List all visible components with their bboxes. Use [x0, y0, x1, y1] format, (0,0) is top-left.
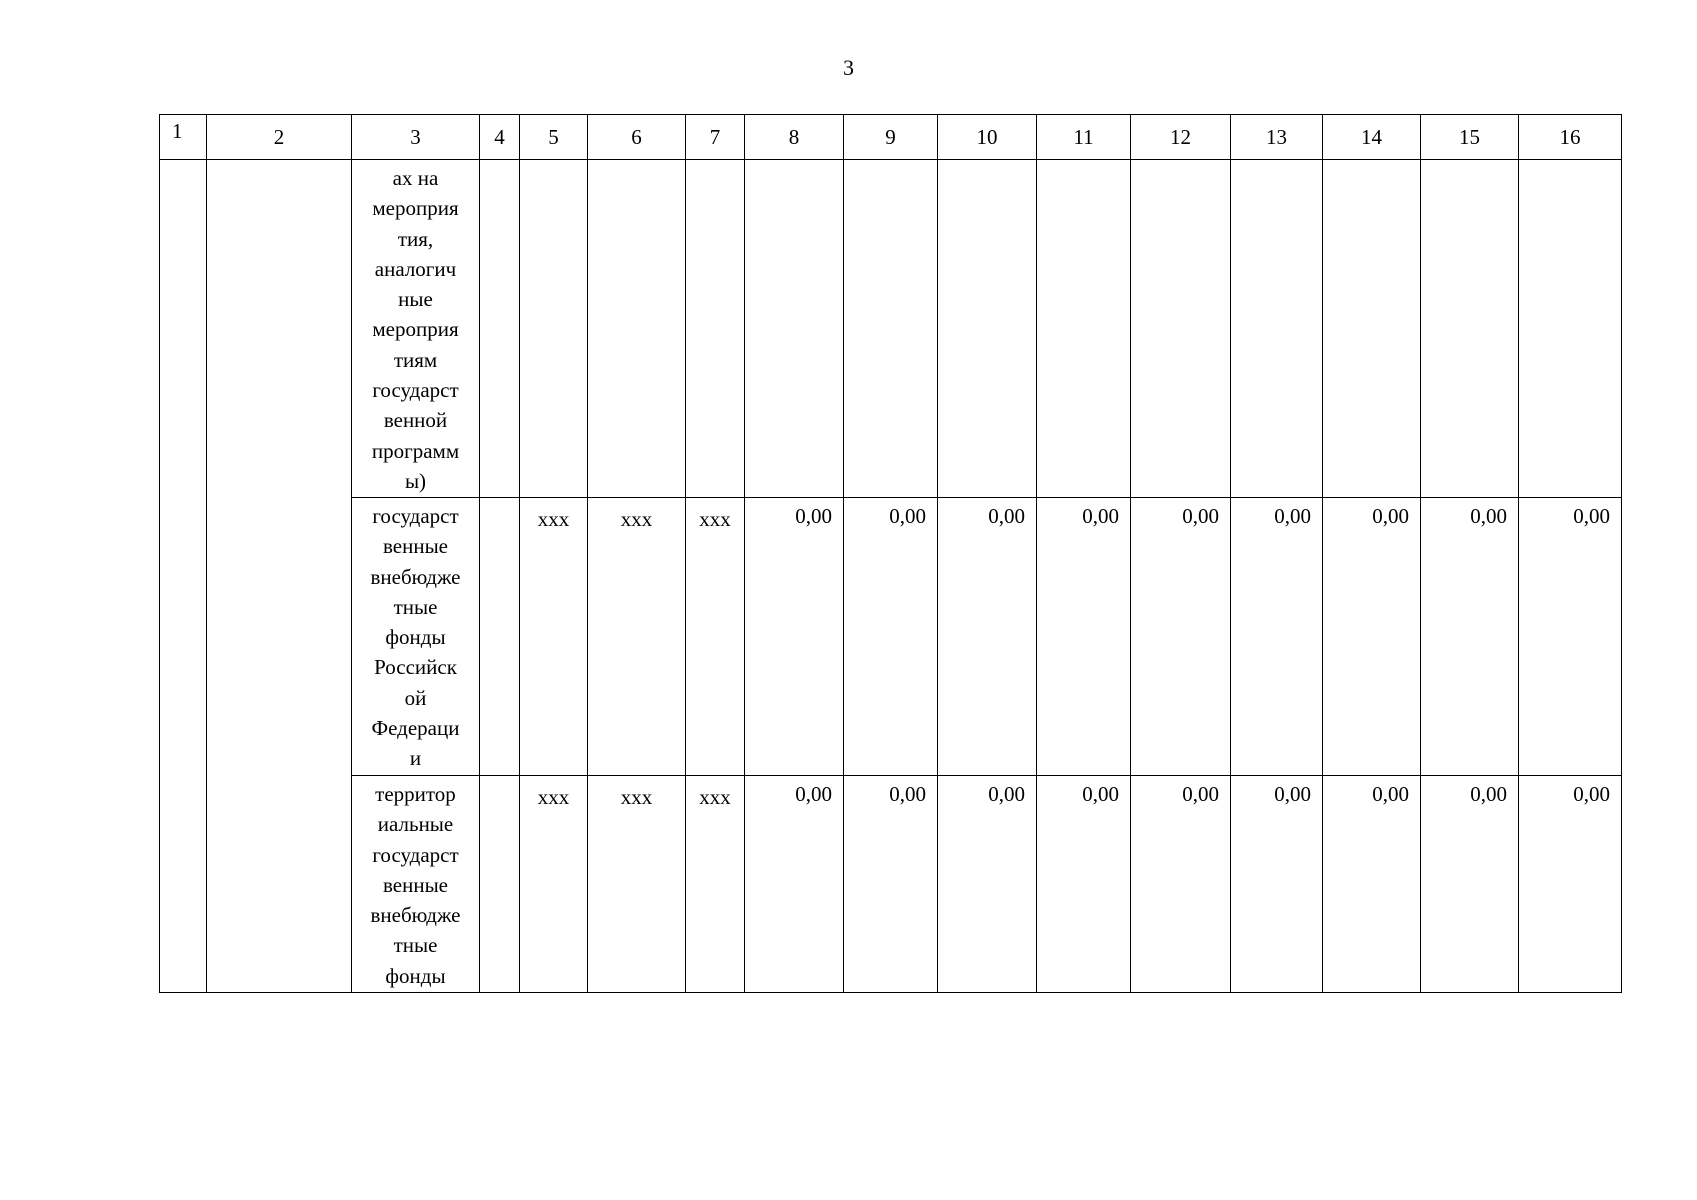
value-cell: 0,00 — [938, 776, 1037, 993]
header-cell: 13 — [1231, 115, 1323, 160]
value-cell: 0,00 — [1231, 776, 1323, 993]
table-row — [160, 776, 1622, 993]
description-line: фонды — [385, 963, 446, 988]
description-line: государст — [372, 504, 459, 528]
description-line: Федераци — [371, 716, 460, 741]
header-cell: 8 — [745, 115, 844, 160]
value-cell — [1323, 160, 1421, 498]
header-cell: 9 — [844, 115, 938, 160]
header-cell: 4 — [480, 115, 520, 160]
description-line: ы) — [404, 468, 427, 493]
value-cell: 0,00 — [938, 498, 1037, 776]
header-cell: 12 — [1131, 115, 1231, 160]
description-line: государст — [372, 378, 459, 403]
description-line: иальные — [377, 812, 454, 837]
description-line: территор — [375, 782, 456, 806]
description-line: венной — [383, 408, 448, 433]
value-cell: 0,00 — [1421, 776, 1519, 993]
header-cell: 16 — [1519, 115, 1622, 160]
value-cell: 0,00 — [1131, 498, 1231, 776]
description-line: мероприя — [372, 317, 459, 342]
value-cell: 0,00 — [1519, 498, 1622, 776]
header-cell: 3 — [352, 115, 480, 160]
description-line: ой — [404, 685, 427, 710]
value-cell — [1421, 160, 1519, 498]
description-line: внебюдже — [370, 903, 461, 928]
code-cell: xxx — [686, 498, 745, 776]
code-cell — [520, 160, 588, 498]
value-cell: 0,00 — [1037, 776, 1131, 993]
description-line: аналогич — [374, 256, 457, 281]
value-cell: 0,00 — [1037, 498, 1131, 776]
value-cell: 0,00 — [1519, 776, 1622, 993]
column-4-cell — [480, 498, 520, 776]
header-cell: 1 — [160, 115, 207, 160]
header-cell: 5 — [520, 115, 588, 160]
description-line: мероприя — [372, 196, 459, 221]
value-cell: 0,00 — [1231, 498, 1323, 776]
table-row — [160, 160, 1622, 498]
value-cell — [1231, 160, 1323, 498]
code-cell: xxx — [686, 776, 745, 993]
description-line: Российск — [374, 655, 457, 680]
value-cell: 0,00 — [844, 498, 938, 776]
funding-source-cell — [352, 776, 480, 993]
page-number: 3 — [843, 55, 854, 80]
description-line: ные — [398, 287, 433, 312]
description-line: тные — [393, 594, 438, 619]
value-cell: 0,00 — [745, 498, 844, 776]
code-cell: xxx — [588, 498, 686, 776]
description-line: венные — [382, 534, 449, 559]
header-cell: 6 — [588, 115, 686, 160]
value-cell — [1037, 160, 1131, 498]
header-cell: 10 — [938, 115, 1037, 160]
header-cell: 14 — [1323, 115, 1421, 160]
value-cell: 0,00 — [1421, 498, 1519, 776]
header-cell: 7 — [686, 115, 745, 160]
value-cell: 0,00 — [1323, 776, 1421, 993]
funding-source-cell — [352, 498, 480, 776]
header-row — [160, 115, 1622, 160]
description-line: ах на — [392, 166, 439, 190]
header-cell: 11 — [1037, 115, 1131, 160]
value-cell: 0,00 — [745, 776, 844, 993]
budget-table — [159, 114, 1622, 993]
funding-source-cell — [352, 160, 480, 498]
description-line: тные — [393, 933, 438, 958]
code-cell: xxx — [588, 776, 686, 993]
description-line: тия, — [397, 226, 434, 251]
value-cell — [745, 160, 844, 498]
value-cell — [844, 160, 938, 498]
description-line: государст — [372, 842, 459, 867]
column-1-cell — [160, 160, 207, 993]
column-4-cell — [480, 776, 520, 993]
header-cell: 2 — [207, 115, 352, 160]
description-line: фонды — [385, 625, 446, 650]
description-line: тиям — [393, 347, 438, 372]
code-cell: xxx — [520, 498, 588, 776]
value-cell — [1131, 160, 1231, 498]
table-row — [160, 498, 1622, 776]
value-cell — [938, 160, 1037, 498]
code-cell — [588, 160, 686, 498]
value-cell: 0,00 — [1131, 776, 1231, 993]
code-cell — [686, 160, 745, 498]
value-cell: 0,00 — [1323, 498, 1421, 776]
code-cell: xxx — [520, 776, 588, 993]
description-line: и — [409, 746, 422, 771]
header-cell: 15 — [1421, 115, 1519, 160]
description-line: внебюдже — [370, 564, 461, 589]
column-4-cell — [480, 160, 520, 498]
value-cell — [1519, 160, 1622, 498]
column-2-cell — [207, 160, 352, 993]
description-line: программ — [371, 438, 460, 463]
description-line: венные — [382, 872, 449, 897]
value-cell: 0,00 — [844, 776, 938, 993]
